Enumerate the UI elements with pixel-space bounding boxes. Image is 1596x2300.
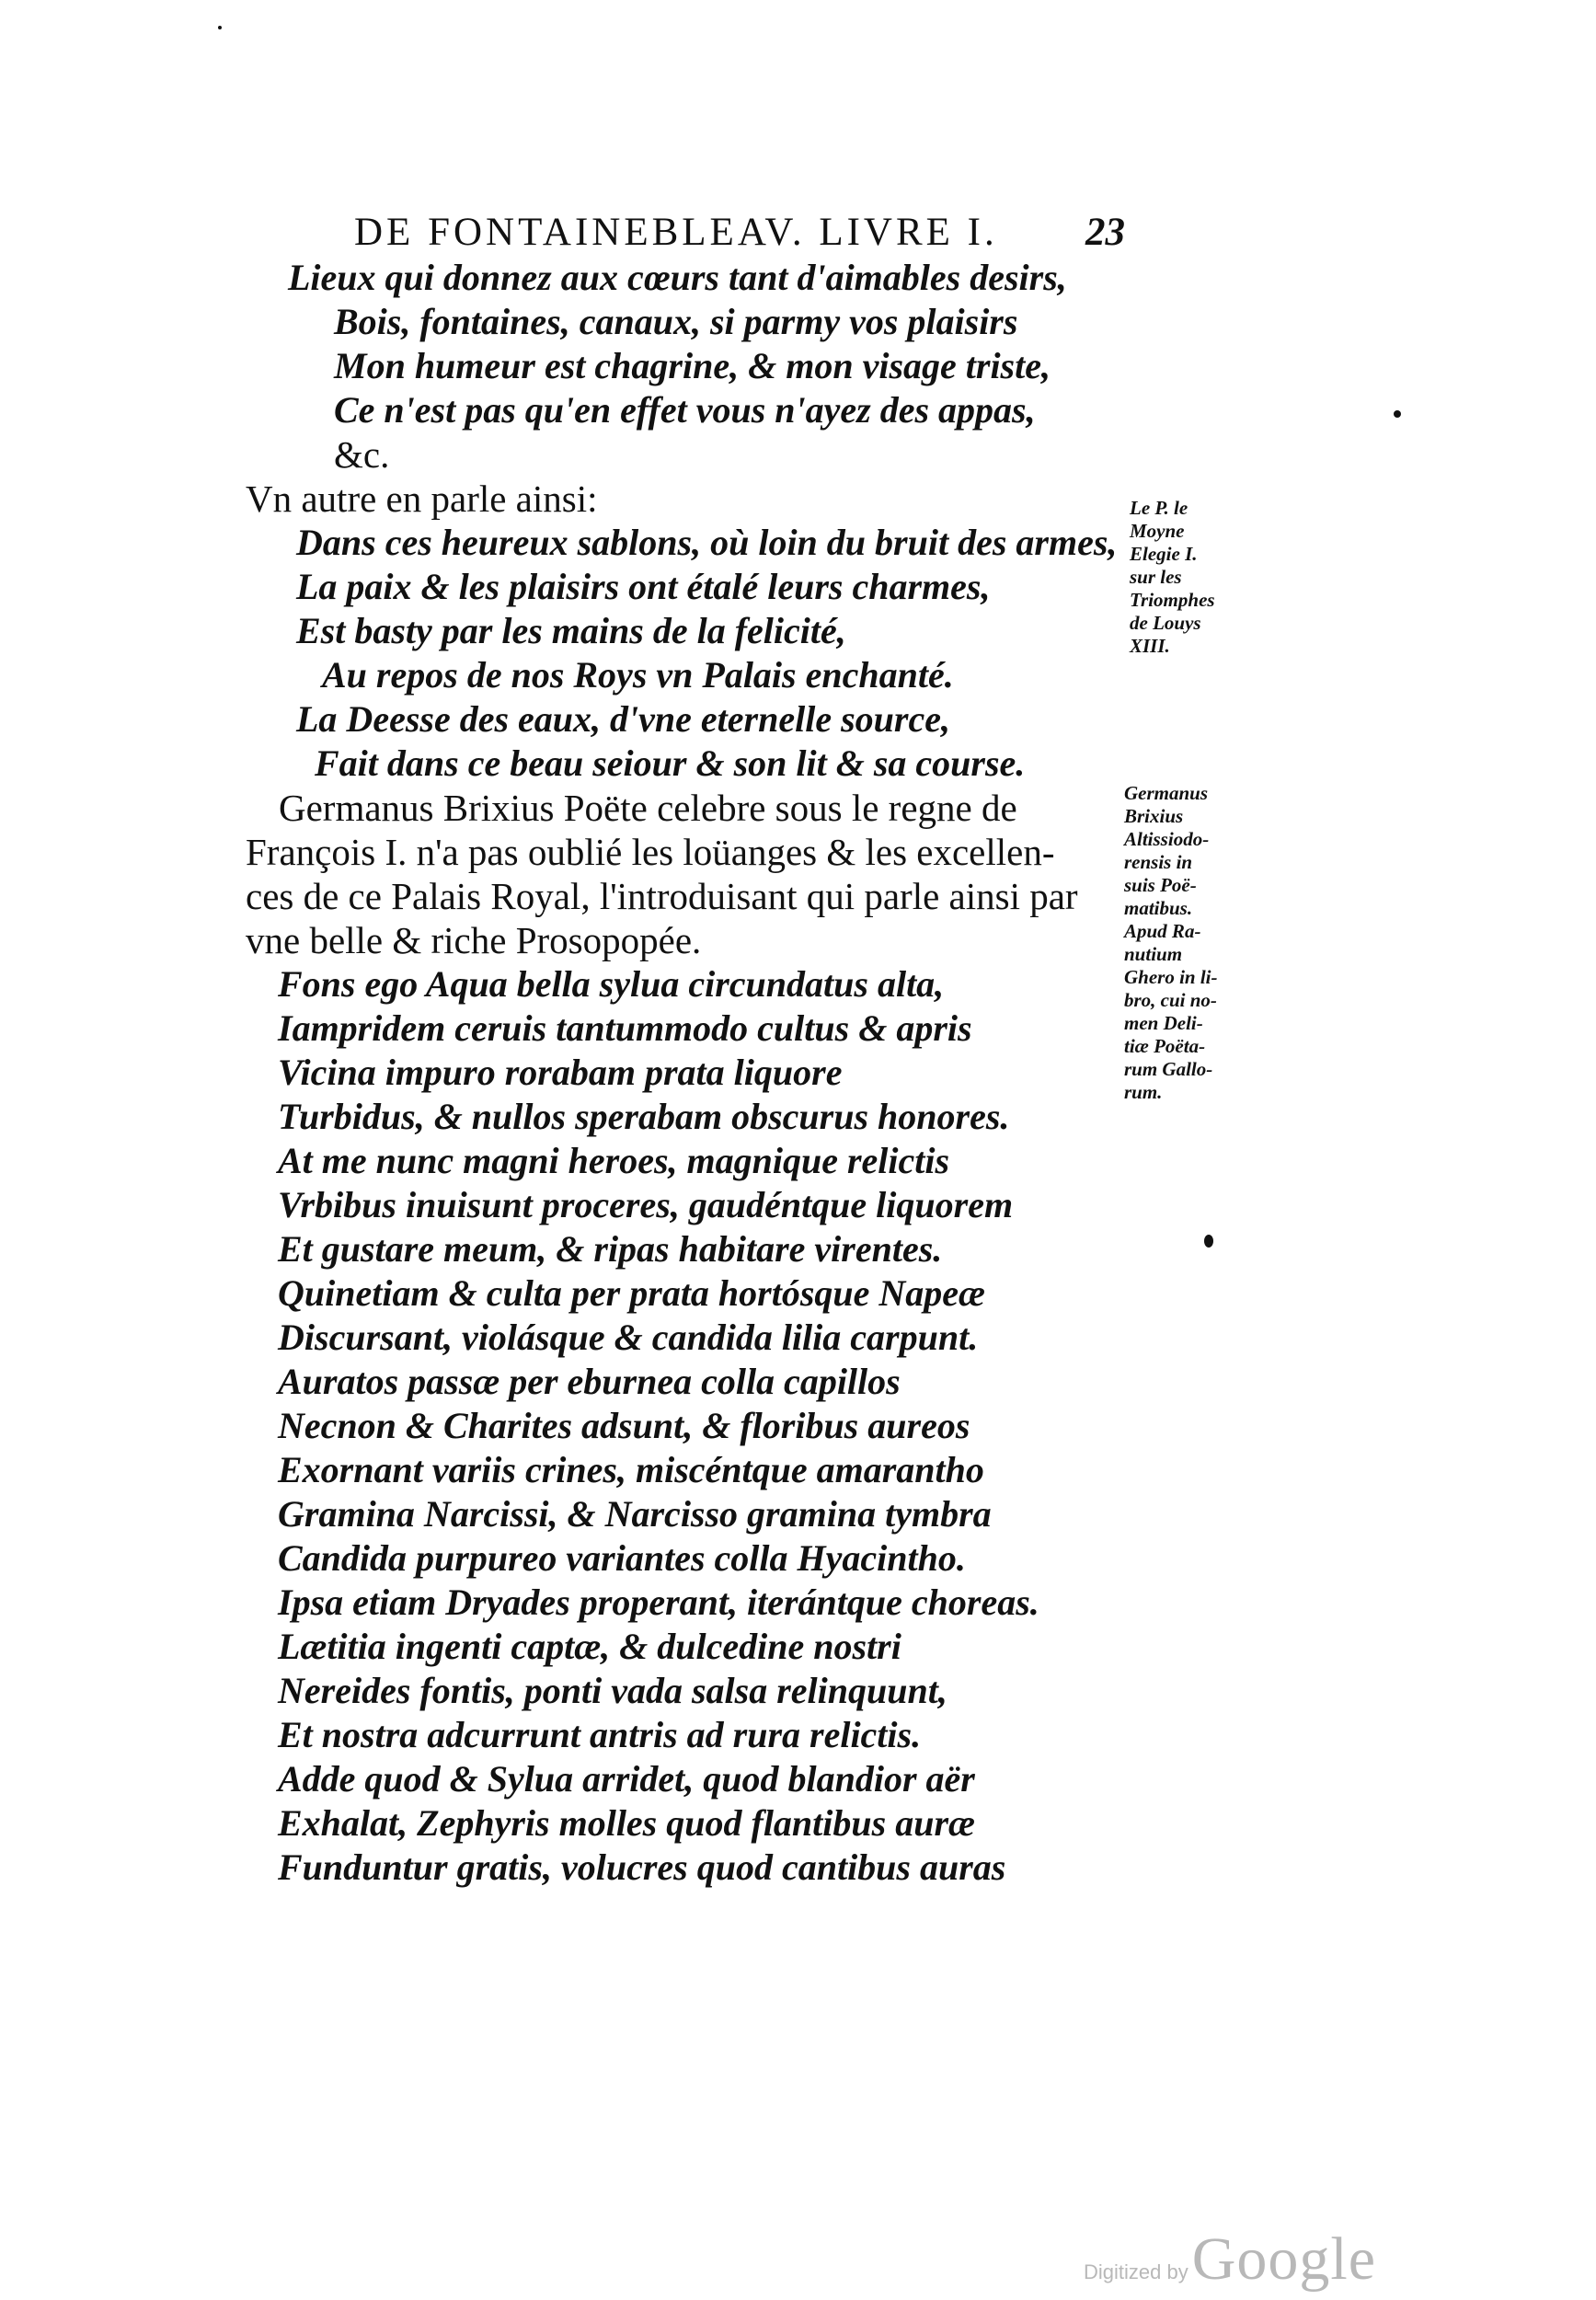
text-line: Quinetiam & culta per prata hortósque Napeæ [278,1272,985,1314]
text-line: Lieux qui donnez aux cœurs tant d'aimables desirs, [288,257,1067,298]
text-line: Ipsa etiam Dryades properant, iterántque choreas. [278,1581,1039,1623]
page-number: 23 [1085,211,1125,254]
text-line: vne belle & riche Prosopopée. [246,919,702,961]
text-line: Turbidus, & nullos sperabam obscurus honores. [278,1096,1010,1137]
margin-note-line: Apud Ra- [1124,920,1201,942]
ink-speck [1394,410,1401,418]
margin-note-line: rum Gallo- [1124,1058,1213,1080]
margin-note-line: Elegie I. [1130,543,1198,565]
margin-note-line: XIII. [1130,635,1170,657]
digitized-by-label: Digitized by [1084,2260,1188,2283]
running-title: DE FONTAINEBLEAV. LIVRE I. [354,211,998,254]
text-line: Discursant, violásque & candida lilia carpunt. [278,1317,979,1358]
ink-speck [1204,1235,1213,1248]
margin-note-line: Altissiodo- [1124,828,1210,850]
margin-note-line: rensis in [1124,851,1193,873]
text-line: Et nostra adcurrunt antris ad rura relictis. [278,1714,922,1755]
margin-note-line: men Deli- [1124,1012,1203,1034]
margin-note-line: sur les [1130,566,1182,588]
text-line: Funduntur gratis, volucres quod cantibus auras [278,1846,1006,1888]
text-line: Ce n'est pas qu'en effet vous n'ayez des appas, [334,389,1036,431]
text-line: Mon humeur est chagrine, & mon visage triste, [334,345,1051,386]
text-line: At me nunc magni heroes, magnique relictis [278,1140,950,1181]
text-line: Au repos de nos Roys vn Palais enchanté. [322,654,954,696]
text-line: ces de ce Palais Royal, l'introduisant qui parle ainsi par [246,875,1078,917]
google-logo: Google [1191,2225,1377,2293]
text-line: Iampridem ceruis tantummodo cultus & apris [278,1007,972,1049]
text-line: Lætitia ingenti captæ, & dulcedine nostri [278,1626,901,1667]
margin-note-line: tiæ Poëta- [1124,1035,1206,1057]
margin-note-line: de Louys [1130,612,1201,634]
text-line: Germanus Brixius Poëte celebre sous le regne de [279,787,1017,829]
digitized-by-google-watermark [1084,2225,1376,2294]
margin-note-line: nutium [1124,943,1183,965]
text-line: Candida purpureo variantes colla Hyacintho. [278,1537,966,1579]
text-line: Est basty par les mains de la felicité, [296,610,846,651]
ink-speck [218,26,222,29]
text-line: Et gustare meum, & ripas habitare virentes. [278,1228,943,1270]
text-line: Fait dans ce beau seiour & son lit & sa course. [315,742,1026,784]
text-line: Adde quod & Sylua arridet, quod blandior aër [278,1758,975,1800]
margin-note-line: bro, cui no- [1124,989,1217,1011]
text-line: Exhalat, Zephyris molles quod flantibus auræ [278,1802,975,1844]
text-line: Nereides fontis, ponti vada salsa relinquunt, [278,1670,947,1711]
text-line: Bois, fontaines, canaux, si parmy vos plaisirs [334,301,1018,342]
text-line: Gramina Narcissi, & Narcisso gramina tymbra [278,1493,992,1535]
text-line: François I. n'a pas oublié les loüanges & les excellen- [246,831,1055,873]
text-line: Vrbibus inuisunt proceres, gaudéntque liquorem [278,1184,1014,1225]
text-line: Vn autre en parle ainsi: [246,477,598,520]
text-line: Vicina impuro rorabam prata liquore [278,1052,843,1093]
text-line: Necnon & Charites adsunt, & floribus aureos [278,1405,970,1446]
margin-note-line: suis Poë- [1124,874,1197,896]
text-line: &c. [334,433,390,476]
margin-note-line: Ghero in li- [1124,966,1218,988]
margin-note-line: matibus. [1124,897,1193,919]
text-line: Fons ego Aqua bella sylua circundatus alta, [278,963,945,1005]
text-line: Exornant variis crines, miscéntque amarantho [278,1449,984,1490]
text-line: Auratos passæ per eburnea colla capillos [278,1361,901,1402]
margin-note-line: rum. [1124,1081,1163,1103]
text-line: La Deesse des eaux, d'vne eternelle source, [296,698,950,740]
margin-note-line: Le P. le [1130,497,1188,519]
margin-note-line: Germanus [1124,782,1209,804]
text-line: Dans ces heureux sablons, où loin du bruit des armes, [296,522,1118,563]
margin-note-line: Brixius [1124,805,1184,827]
margin-note-line: Triomphes [1130,589,1215,611]
text-line: La paix & les plaisirs ont étalé leurs charmes, [296,566,991,607]
margin-note-line: Moyne [1130,520,1185,542]
